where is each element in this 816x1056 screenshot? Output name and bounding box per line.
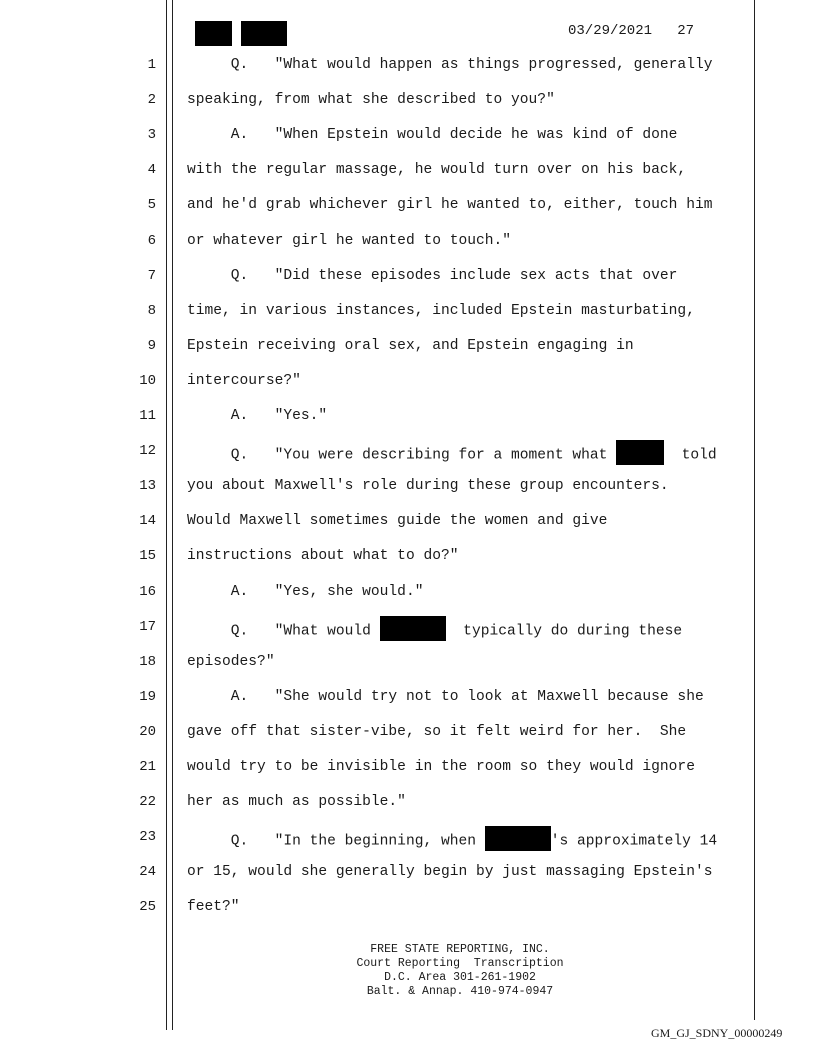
line-text-segment: you about Maxwell's role during these group encounters.	[187, 478, 669, 494]
line-text-segment: Q. "What would happen as things progressed, generally	[187, 57, 713, 73]
line-number: 9	[147, 338, 156, 354]
transcript-line	[187, 547, 459, 565]
line-number: 4	[147, 162, 156, 178]
left-margin-rule-outer	[166, 0, 167, 1030]
line-text-segment: Q. "What would	[187, 623, 380, 640]
line-number: 23	[139, 829, 156, 845]
transcript-line	[187, 161, 686, 179]
line-text-segment: Q. "You were describing for a moment what	[187, 447, 617, 464]
line-text-segment: A. "Yes."	[187, 408, 328, 424]
transcript-line	[187, 302, 695, 320]
transcript-line	[187, 196, 712, 214]
line-text-segment: instructions about what to do?"	[187, 548, 459, 564]
transcript-line	[187, 863, 712, 881]
transcript-line	[187, 583, 423, 601]
line-number: 6	[147, 233, 156, 249]
line-number: 17	[139, 619, 156, 635]
line-text-segment: gave off that sister-vibe, so it felt weird for her. She	[187, 724, 687, 740]
line-text-segment: A. "Yes, she would."	[187, 584, 424, 600]
line-number: 12	[139, 443, 156, 459]
header-redaction-1	[195, 21, 232, 46]
line-number: 5	[147, 197, 156, 213]
transcript-line	[187, 793, 406, 811]
line-text-segment: Q. "In the beginning, when	[187, 833, 485, 850]
line-number: 10	[139, 373, 156, 389]
line-number: 7	[147, 268, 156, 284]
line-number: 2	[147, 92, 156, 108]
line-text-segment: Would Maxwell sometimes guide the women and give	[187, 513, 608, 529]
line-number: 18	[139, 654, 156, 670]
line-number: 1	[147, 57, 156, 73]
transcript-line	[187, 653, 275, 671]
transcript-line	[187, 477, 669, 495]
line-text-segment: Epstein receiving oral sex, and Epstein engaging in	[187, 338, 634, 354]
header-date-page: 03/29/2021 27	[568, 23, 695, 39]
line-text-segment: with the regular massage, he would turn over on his back,	[187, 162, 687, 178]
line-number: 21	[139, 759, 156, 775]
line-number: 22	[139, 794, 156, 810]
line-number: 20	[139, 724, 156, 740]
line-text-segment: or 15, would she generally begin by just massaging Epstein's	[187, 864, 713, 880]
footer-balt-phone: Balt. & Annap. 410-974-0947	[366, 985, 554, 998]
line-text-segment: A. "When Epstein would decide he was kind of done	[187, 127, 678, 143]
line-number: 3	[147, 127, 156, 143]
line-number: 24	[139, 864, 156, 880]
line-text-segment: Q. "Did these episodes include sex acts that over	[187, 268, 678, 284]
line-text-segment: time, in various instances, included Epstein masturbating,	[187, 303, 695, 319]
transcript-line	[187, 898, 240, 916]
transcript-line	[187, 126, 677, 144]
transcript-line	[187, 407, 327, 425]
transcript-line	[187, 442, 717, 467]
footer-company: FREE STATE REPORTING, INC.	[370, 943, 550, 956]
redacted-name	[616, 440, 664, 465]
transcript-line	[187, 828, 717, 853]
line-text-segment: feet?"	[187, 899, 240, 915]
line-number: 19	[139, 689, 156, 705]
line-number: 11	[139, 408, 156, 424]
line-text-segment: intercourse?"	[187, 373, 301, 389]
line-text-segment: would try to be invisible in the room so they would ignore	[187, 759, 695, 775]
transcript-line	[187, 91, 555, 109]
line-text-segment: A. "She would try not to look at Maxwell because she	[187, 689, 704, 705]
redacted-name	[380, 616, 446, 641]
redacted-name	[485, 826, 551, 851]
line-text-segment: typically do during these	[445, 623, 683, 640]
line-number: 14	[139, 513, 156, 529]
line-text-segment: episodes?"	[187, 654, 275, 670]
reporter-footer	[290, 943, 630, 999]
transcript-line	[187, 56, 712, 74]
line-number: 15	[139, 548, 156, 564]
bates-number: GM_GJ_SDNY_00000249	[651, 1026, 783, 1040]
left-margin-rule-inner	[172, 0, 173, 1030]
line-number: 25	[139, 899, 156, 915]
footer-service: Court Reporting Transcription	[356, 957, 564, 970]
line-text-segment: speaking, from what she described to you?"	[187, 92, 555, 108]
transcript-line	[187, 723, 686, 741]
line-text-segment: or whatever girl he wanted to touch."	[187, 233, 512, 249]
header-redaction-2	[241, 21, 287, 46]
transcript-line	[187, 758, 695, 776]
line-text-segment: her as much as possible."	[187, 794, 406, 810]
transcript-line	[187, 232, 511, 250]
line-text-segment: 's approximately 14	[550, 833, 718, 850]
right-margin-rule	[754, 0, 755, 1020]
transcript-line	[187, 512, 607, 530]
line-text-segment: told	[664, 447, 717, 464]
transcript-line	[187, 618, 682, 643]
line-number: 16	[139, 584, 156, 600]
transcript-line	[187, 267, 677, 285]
footer-dc-phone: D.C. Area 301-261-1902	[384, 971, 536, 984]
transcript-line	[187, 337, 634, 355]
line-text-segment: and he'd grab whichever girl he wanted to, either, touch him	[187, 197, 713, 213]
line-number: 8	[147, 303, 156, 319]
transcript-line	[187, 688, 704, 706]
transcript-line	[187, 372, 301, 390]
line-number: 13	[139, 478, 156, 494]
